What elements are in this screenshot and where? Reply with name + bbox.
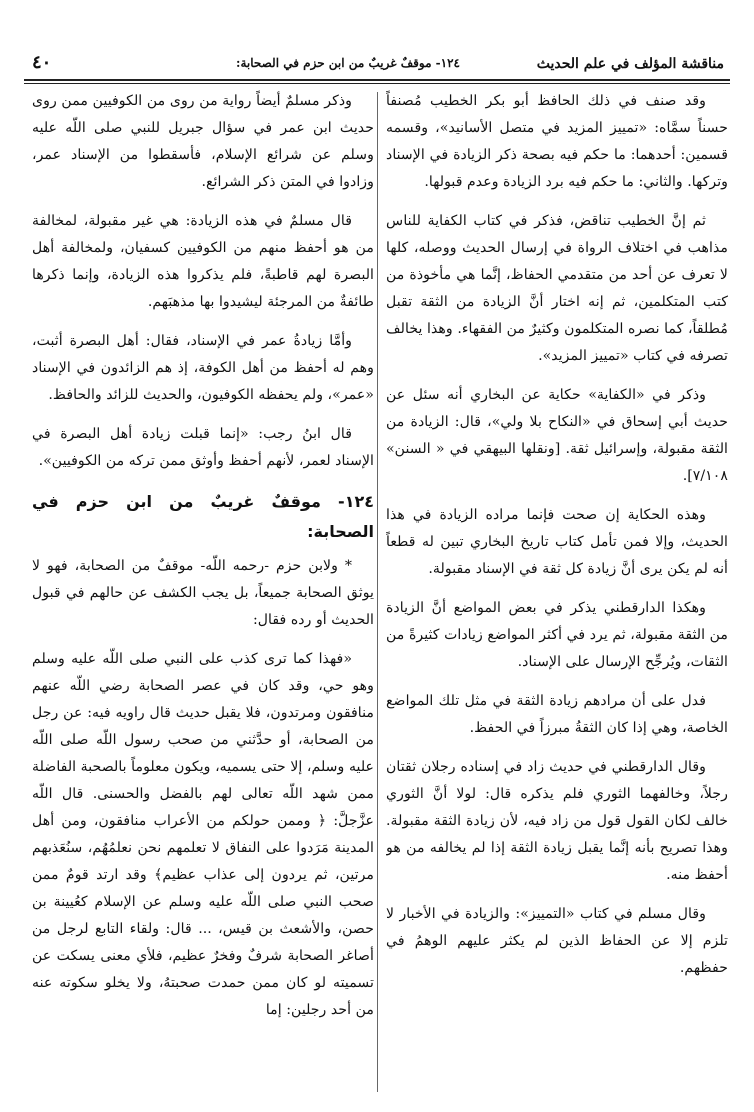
paragraph: قال مسلمٌ في هذه الزيادة: هي غير مقبولة، لمخالفة من هو أحفظ منهم من الكوفيين كسفيان، ولمخالفة أهل البصرة لهم قاطبةً، فلم يذكروا هذه الزيادة، وإنما ذكرها طائفةٌ من المرجئة ليشيدوا بها مذهبَهم. <box>32 213 374 310</box>
paragraph: وقال الدارقطني في حديث زاد في إسناده رجلان ثقتان رجلاً، وخالفهما الثوري فلم يذكره قال: لولا أنَّ الثوري خالف لكان القول قول من زاد فيه، لأن زيادة الثقة مقبولة. وهذا تصريح بأنه إنَّما يقبل زيادة الثقة إذا لم يخالفه من هو أحفظ منه. <box>386 759 728 883</box>
paragraph: فدل على أن مرادهم زيادة الثقة في مثل تلك المواضع الخاصة، وهي إذا كان الثقةُ مبرزاً في الحفظ. <box>386 693 728 736</box>
page-number: ٤٠ <box>32 52 52 73</box>
paragraph: وهكذا الدارقطني يذكر في بعض المواضع أنَّ الزيادة من الثقة مقبولة، ثم يرد في أكثر المواضع زيادات كثيرةً من الثقات، ويُرجِّح الإرسال على الإسناد. <box>386 600 728 670</box>
paragraph: وذكر مسلمٌ أيضاً رواية من روى من الكوفيين ممن روى حديث ابن عمر في سؤال جبريل للنبي صلى اللّه عليه وسلم عن شرائع الإسلام، فأسقطوا من الإسناد عمر، وزادوا في المتن ذكر الشرائع. <box>32 93 374 190</box>
running-header <box>24 52 730 78</box>
left-column <box>32 88 374 1098</box>
running-title: مناقشة المؤلف في علم الحديث <box>536 56 724 72</box>
paragraph: وأمَّا زيادةُ عمر في الإسناد، فقال: أهل البصرة أثبت، وهم له أحفظ من أهل الكوفة، إذ هم الزائدون في الإسناد «عمر»، ولم يحفظه الكوفيون، والحديث للزائد والحافظ. <box>32 333 374 403</box>
header-rule-thin <box>24 83 730 84</box>
paragraph: ثم إنَّ الخطيب تناقض، فذكر في كتاب الكفاية للناس مذاهب في اختلاف الرواة في إرسال الحديث ووصله، كلها لا تعرف عن أحد من متقدمي الحفاظ، إنَّما هي مأخوذة من كتب المتكلمين، ثم إنه اختار أنَّ الزيادة من الثقة تقبل مُطلقاً، كما نصره المتكلمون وكثيرٌ من الفقهاء. وهذا يخالف تصرفه في كتاب «تمييز المزيد». <box>386 213 728 364</box>
paragraph: وقد صنف في ذلك الحافظ أبو بكر الخطيب مُصنفاً حسناً سمَّاه: «تمييز المزيد في متصل الأسانيد»، وقسمه قسمين: أحدهما: ما حكم فيه بصحة ذكر الزيادة في الإسناد وتركها. والثاني: ما حكم فيه برد الزيادة وعدم قبولها. <box>386 93 728 190</box>
paragraph: قال ابنُ رجب: «إنما قبلت زيادة أهل البصرة في الإسناد لعمر، لأنهم أحفظ وأوثق ممن تركه من الكوفيين». <box>32 426 374 469</box>
paragraph: وذكر في «الكفاية» حكاية عن البخاري أنه سئل عن حديث أبي إسحاق في «النكاح بلا ولي»، قال: الزيادة من الثقة مقبولة، وإسرائيل ثقة. [ونقلها البيهقي في « السنن» ٧/١٠٨]. <box>386 387 728 484</box>
column-separator <box>377 92 378 1092</box>
quoted-paragraph: «فهذا كما ترى كذب على النبي صلى اللّه عليه وسلم وهو حي، وقد كان في عصر الصحابة رضي اللّه عنهم منافقون ومرتدون، فلا يقبل حديث قال راويه فيه: عن رجل من الصحابة، أو حدَّثني من صحب رسول اللّه صلى اللّه عليه وسلم، إلا حتى يسميه، ويكون معلوماً بالصحبة الفاضلة ممن شهد اللّه تعالى لهم بالفضل والحسنى. قال اللّه عزَّجلَّ: ﴿ وممن حولكم من الأعراب منافقون، ومن أهل المدينة مَرَدوا على النفاق لا تعلمهم نحن نعلمُهُم، سنُعَذبهم مرتين، ثم يردون إلى عذاب عظيم﴾ وقد ارتد قومٌ ممن صحب النبي صلى اللّه عليه وسلم عن الإسلام كعُيينة بن حصن، والأشعث بن قيس، ... قال: ولقاء التابع لرجل من أصاغر الصحابة شرفٌ وفخرٌ عظيم، فلأي معنى يسكت عن تسميته لو كان ممن حمدت صحبتهُ، ولا يخلو سكوته عنه من أحد رجلين: إما <box>32 651 374 1018</box>
section-heading: ١٢٤- موقفٌ غريبٌ من ابن حزم في الصحابة: <box>32 492 374 541</box>
paragraph: * ولابن حزم -رحمه اللّه- موقفٌ من الصحابة، فهو لا يوثق الصحابة جميعاً، بل يجب الكشف عن حالهم في قبول الحديث أو رده فقال: <box>32 558 374 628</box>
right-column <box>386 88 728 1098</box>
header-rule <box>24 79 730 81</box>
header-section-ref: ١٢٤- موقفٌ غريبٌ من ابن حزم في الصحابة: <box>236 56 460 70</box>
paragraph: وقال مسلم في كتاب «التمييز»: والزيادة في الأخبار لا تلزم إلا عن الحفاظ الذين لم يكثر عليهم الوهمُ في حفظهم. <box>386 906 728 976</box>
paragraph: وهذه الحكاية إن صحت فإنما مراده الزيادة في هذا الحديث، وإلا فمن تأمل كتاب تاريخ البخاري تبين له قطعاً أنه لم يكن يرى أنَّ زيادة كل ثقة في الإسناد مقبولة. <box>386 507 728 577</box>
